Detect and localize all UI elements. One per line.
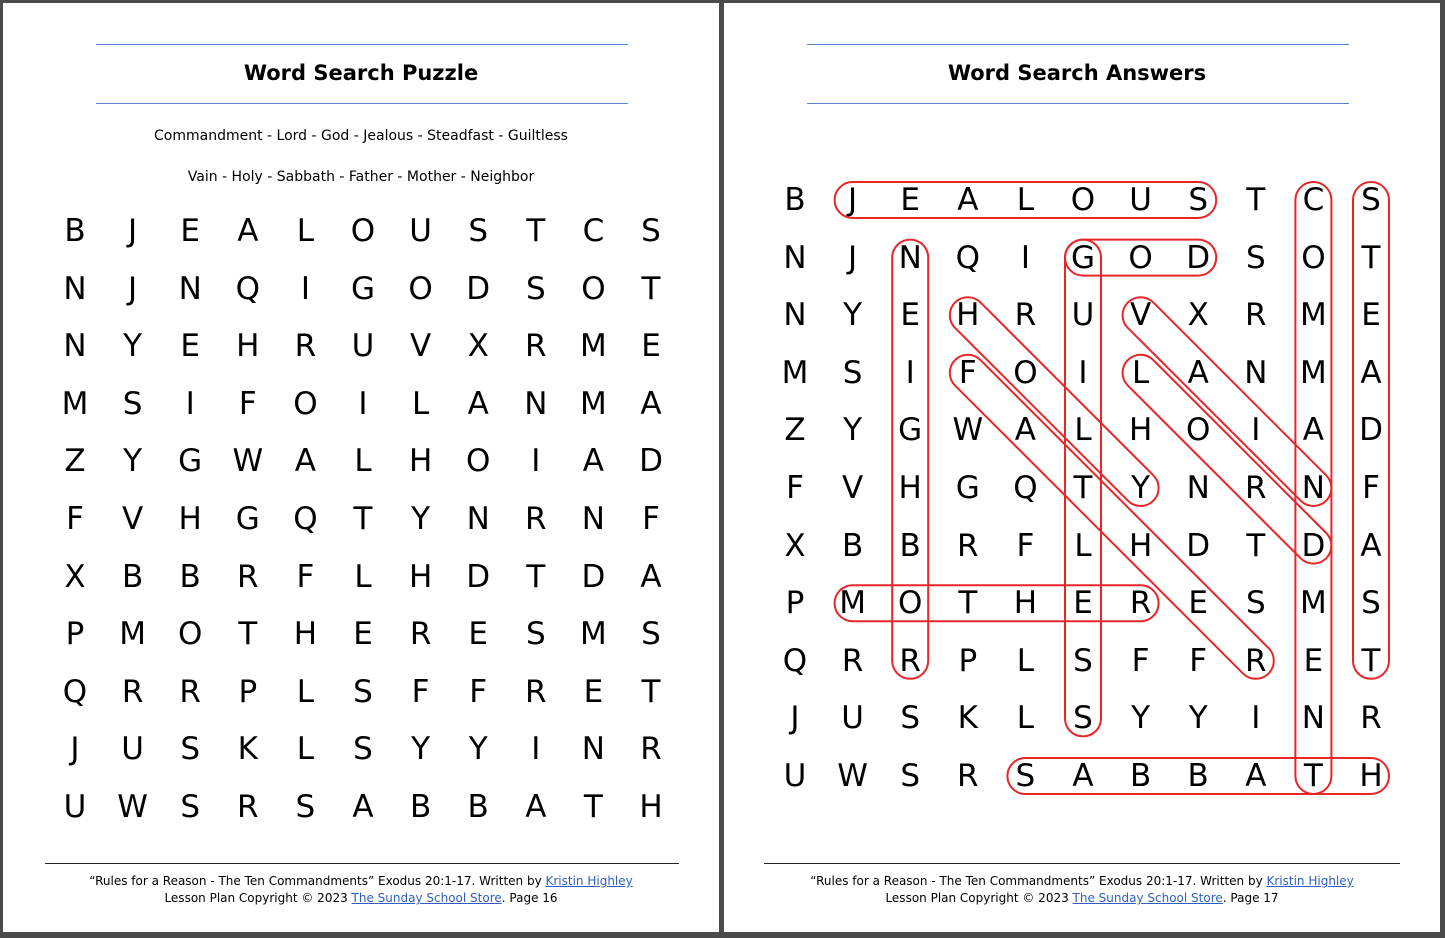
- answer-letter: E: [1073, 585, 1093, 622]
- answer-letter: D: [1186, 527, 1211, 564]
- puzzle-letter: I: [531, 443, 541, 480]
- puzzle-letter: C: [582, 213, 605, 249]
- puzzle-letter: A: [294, 443, 316, 480]
- puzzle-letter: T: [583, 789, 603, 825]
- puzzle-letter: N: [63, 270, 87, 307]
- puzzle-letter: Y: [123, 328, 143, 365]
- answer-letter: Q: [782, 642, 808, 679]
- puzzle-letter: A: [525, 789, 547, 825]
- answer-letter: J: [790, 700, 800, 737]
- puzzle-letter: G: [350, 270, 376, 307]
- puzzle-letter: O: [465, 443, 491, 480]
- puzzle-letter: N: [581, 731, 605, 768]
- answer-letter: G: [898, 412, 923, 449]
- answer-letter: M: [1300, 297, 1327, 334]
- answer-letter: L: [1016, 182, 1035, 218]
- puzzle-letter: F: [642, 501, 660, 537]
- puzzle-letter: M: [580, 616, 607, 653]
- answer-letter: Y: [1131, 470, 1151, 506]
- puzzle-letter: S: [122, 385, 143, 422]
- puzzle-letter: M: [580, 385, 607, 422]
- puzzle-letter: I: [300, 270, 310, 307]
- answer-letter: O: [1301, 239, 1326, 276]
- puzzle-letter: S: [180, 731, 201, 768]
- answer-letter: B: [784, 182, 806, 218]
- puzzle-letter: T: [526, 558, 546, 595]
- puzzle-letter: X: [64, 558, 86, 595]
- answer-letter: E: [1303, 642, 1324, 679]
- answer-letter: B: [899, 527, 921, 564]
- puzzle-letter: J: [70, 731, 80, 768]
- title-rule-bottom: [807, 103, 1349, 104]
- puzzle-letter: N: [178, 270, 202, 307]
- answer-letter: V: [1129, 297, 1152, 334]
- answer-letter: B: [1129, 758, 1152, 794]
- puzzle-letter: L: [354, 443, 372, 480]
- puzzle-letter: S: [641, 616, 661, 653]
- puzzle-letter: T: [641, 673, 661, 710]
- puzzle-letter: D: [639, 443, 663, 480]
- answer-letter: P: [785, 585, 805, 622]
- puzzle-letter: D: [466, 270, 491, 307]
- answer-letter: Q: [955, 239, 980, 276]
- puzzle-letter: O: [581, 270, 606, 307]
- answer-letter: F: [1016, 527, 1035, 564]
- answer-letter: Z: [784, 412, 806, 449]
- answer-letter: S: [1245, 239, 1266, 276]
- puzzle-letter: U: [351, 328, 375, 365]
- puzzle-letter: R: [237, 789, 259, 825]
- puzzle-letter: Q: [62, 673, 88, 710]
- puzzle-letter: Q: [235, 270, 260, 307]
- puzzle-letter: U: [63, 789, 87, 825]
- answer-highlight-father: [942, 347, 1281, 686]
- puzzle-letter: S: [353, 673, 373, 710]
- answer-letter: L: [1016, 700, 1035, 737]
- puzzle-letter: Y: [411, 731, 431, 768]
- page-title: Word Search Answers: [947, 61, 1207, 85]
- answer-letter: G: [955, 470, 980, 506]
- answer-letter: T: [1246, 527, 1266, 564]
- answer-letter: K: [957, 700, 978, 737]
- puzzle-letter: O: [350, 213, 376, 249]
- footer-rule: [764, 863, 1400, 864]
- answer-letter: E: [1361, 297, 1381, 334]
- answer-letter: L: [1074, 527, 1092, 564]
- puzzle-letter: M: [580, 328, 607, 365]
- answer-letter: I: [1251, 700, 1261, 737]
- answer-letter: M: [1300, 354, 1327, 391]
- store-link[interactable]: The Sunday School Store: [1072, 891, 1223, 905]
- answer-letter: E: [900, 182, 920, 218]
- answer-letter: H: [956, 297, 980, 334]
- puzzle-letter: A: [640, 558, 662, 595]
- answer-letter: D: [1359, 412, 1383, 449]
- answer-letter: I: [905, 354, 915, 391]
- answer-letter: S: [900, 700, 921, 737]
- answer-letter: H: [1128, 412, 1153, 449]
- puzzle-letter: E: [180, 213, 200, 249]
- answer-letter: X: [1187, 297, 1209, 334]
- puzzle-letter: N: [63, 328, 87, 365]
- puzzle-letter: I: [358, 385, 368, 422]
- answer-letter: F: [958, 354, 977, 391]
- puzzle-letter: M: [119, 616, 146, 653]
- puzzle-letter: H: [408, 558, 433, 595]
- answer-letter: I: [1251, 412, 1261, 449]
- word-list-line-2: Vain - Holy - Sabbath - Father - Mother - Neighbor: [187, 169, 535, 185]
- puzzle-letter: O: [293, 385, 318, 422]
- puzzle-letter: V: [121, 501, 144, 537]
- answer-letter: C: [1302, 182, 1325, 218]
- puzzle-letter: G: [178, 443, 203, 480]
- answer-letter: A: [1072, 758, 1094, 794]
- puzzle-letter: K: [237, 731, 258, 768]
- answers-page: [724, 3, 1440, 932]
- answer-letter: R: [841, 642, 864, 679]
- answer-letter: I: [1020, 239, 1030, 276]
- puzzle-letter: R: [294, 328, 317, 365]
- answer-letter: R: [1129, 585, 1152, 622]
- puzzle-letter: B: [121, 558, 144, 595]
- answer-letter: F: [1362, 470, 1380, 506]
- answer-letter: H: [898, 470, 922, 506]
- puzzle-letter: O: [408, 270, 433, 307]
- page-title: Word Search Puzzle: [243, 61, 479, 85]
- title-rule-top: [807, 44, 1349, 45]
- answer-letter: U: [1129, 182, 1152, 218]
- puzzle-letter: D: [466, 558, 491, 595]
- puzzle-letter: T: [238, 616, 258, 653]
- puzzle-letter: N: [581, 501, 605, 537]
- answer-letter: W: [952, 412, 984, 449]
- puzzle-letter: A: [237, 213, 259, 249]
- puzzle-letter: F: [296, 558, 315, 595]
- answer-letter: N: [1301, 470, 1325, 506]
- puzzle-letter: B: [64, 213, 86, 249]
- answer-letter: T: [958, 585, 978, 622]
- puzzle-letter: V: [409, 328, 432, 365]
- answer-letter: R: [899, 642, 921, 679]
- puzzle-letter: I: [185, 385, 195, 422]
- answer-letter: S: [1188, 182, 1209, 218]
- answer-letter: R: [1014, 297, 1037, 334]
- answer-letter: E: [1188, 585, 1208, 622]
- puzzle-letter: A: [640, 385, 662, 422]
- puzzle-letter: Q: [293, 501, 318, 537]
- puzzle-letter: W: [117, 789, 148, 825]
- answer-letter: X: [784, 527, 806, 564]
- puzzle-letter: W: [232, 443, 264, 480]
- answer-letter: B: [1187, 758, 1209, 794]
- puzzle-letter: F: [469, 673, 488, 710]
- answer-letter: T: [1246, 182, 1266, 218]
- answer-letter: G: [1070, 239, 1096, 276]
- answer-letter: A: [1360, 354, 1382, 391]
- puzzle-letter: L: [296, 731, 315, 768]
- answer-letter: N: [898, 239, 922, 276]
- answer-letter: M: [781, 354, 809, 391]
- answer-letter: O: [1128, 239, 1153, 276]
- answer-letter: A: [1187, 354, 1209, 391]
- answer-letter: B: [841, 527, 864, 564]
- author-link[interactable]: Kristin Highley: [545, 874, 633, 888]
- footer: [3, 873, 719, 907]
- answer-letter: O: [1070, 182, 1096, 218]
- answer-letter: T: [1361, 642, 1381, 679]
- puzzle-letter: R: [179, 673, 201, 710]
- puzzle-letter: Y: [468, 731, 488, 768]
- puzzle-letter: U: [409, 213, 432, 249]
- puzzle-letter: S: [525, 270, 546, 307]
- puzzle-letter: O: [177, 616, 203, 653]
- store-link[interactable]: The Sunday School Store: [351, 891, 502, 905]
- puzzle-letter: J: [128, 270, 138, 307]
- footer-page-number: . Page 16: [501, 891, 558, 905]
- puzzle-letter: F: [66, 501, 84, 537]
- word-list-line-1: Commandment - Lord - God - Jealous - Steadfast - Guiltless: [154, 128, 568, 144]
- puzzle-letter: F: [411, 673, 430, 710]
- answer-letter: Y: [843, 412, 863, 449]
- puzzle-letter: H: [639, 789, 663, 825]
- answer-letter: Q: [1013, 470, 1038, 506]
- answer-letter: L: [1074, 412, 1092, 449]
- puzzle-letter: S: [353, 731, 373, 768]
- puzzle-letter: B: [467, 789, 489, 825]
- puzzle-letter: B: [409, 789, 432, 825]
- answer-letter: N: [783, 297, 807, 334]
- answer-letter: A: [1302, 412, 1324, 449]
- footer-citation: “Rules for a Reason - The Ten Commandments” Exodus 20:1-17. Written by: [89, 874, 546, 888]
- puzzle-letter: T: [526, 213, 546, 249]
- answer-letter: S: [900, 758, 921, 794]
- answer-letter: V: [841, 470, 864, 506]
- answer-letter: O: [1185, 412, 1211, 449]
- puzzle-letter: L: [411, 385, 430, 422]
- title-rule-top: [96, 44, 628, 45]
- answer-letter: N: [1301, 700, 1325, 737]
- puzzle-letter: A: [467, 385, 489, 422]
- answer-letter: S: [1073, 642, 1093, 679]
- puzzle-letter: S: [641, 213, 661, 249]
- puzzle-letter: H: [236, 328, 260, 365]
- answer-letter: S: [1361, 585, 1381, 622]
- answer-letter: S: [842, 354, 863, 391]
- footer-citation: “Rules for a Reason - The Ten Commandments” Exodus 20:1-17. Written by: [810, 874, 1267, 888]
- author-link[interactable]: Kristin Highley: [1266, 874, 1354, 888]
- answer-letter: A: [1014, 412, 1036, 449]
- answer-letter: T: [1303, 758, 1323, 794]
- answer-letter: F: [1189, 642, 1208, 679]
- answer-letter: J: [848, 182, 858, 218]
- answer-letter: R: [957, 758, 979, 794]
- answer-letter: D: [1301, 527, 1326, 564]
- answer-letter: F: [1131, 642, 1150, 679]
- puzzle-letter: L: [296, 673, 315, 710]
- answer-letter: Y: [1188, 700, 1208, 737]
- footer-rule: [45, 863, 679, 864]
- answer-letter: Y: [843, 297, 863, 334]
- puzzle-letter: N: [524, 385, 548, 422]
- answer-letter: N: [1186, 470, 1210, 506]
- puzzle-letter: H: [178, 501, 202, 537]
- puzzle-letter: T: [641, 270, 661, 307]
- answer-letter: R: [1245, 470, 1267, 506]
- puzzle-letter: E: [353, 616, 373, 653]
- puzzle-letter: I: [531, 731, 541, 768]
- answer-letter: O: [897, 585, 923, 622]
- puzzle-letter: S: [180, 789, 201, 825]
- answer-letter: L: [1131, 354, 1150, 391]
- answer-letter: D: [1186, 239, 1211, 276]
- answer-letter: R: [1245, 297, 1267, 334]
- footer: [724, 873, 1440, 907]
- answer-letter: H: [1013, 585, 1038, 622]
- answer-letter: M: [839, 585, 866, 622]
- answer-letter: W: [837, 758, 868, 794]
- answer-letter: T: [1361, 239, 1381, 276]
- answer-highlight-mother: [835, 585, 1159, 621]
- answer-letter: Y: [1131, 700, 1151, 737]
- answer-letter: H: [1359, 758, 1383, 794]
- answer-letter: N: [1244, 354, 1268, 391]
- puzzle-letter: Y: [411, 501, 431, 537]
- puzzle-letter: T: [353, 501, 373, 537]
- puzzle-letter: A: [582, 443, 604, 480]
- puzzle-letter: Y: [123, 443, 143, 480]
- answer-letter: A: [957, 182, 979, 218]
- answer-letter: E: [900, 297, 920, 334]
- footer-page-number: . Page 17: [1222, 891, 1279, 905]
- answer-letter: N: [783, 239, 807, 276]
- answer-letter: S: [1245, 585, 1266, 622]
- answer-letter: R: [957, 527, 979, 564]
- puzzle-letter: R: [525, 328, 547, 365]
- puzzle-letter: G: [235, 501, 260, 537]
- title-rule-bottom: [96, 103, 628, 104]
- answer-letter: P: [958, 642, 978, 679]
- puzzle-letter: B: [179, 558, 201, 595]
- puzzle-letter: M: [61, 385, 89, 422]
- puzzle-letter: R: [640, 731, 662, 768]
- puzzle-letter: E: [583, 673, 604, 710]
- puzzle-letter: H: [408, 443, 433, 480]
- puzzle-letter: A: [352, 789, 374, 825]
- answer-letter: O: [1013, 354, 1038, 391]
- puzzle-letter: P: [65, 616, 85, 653]
- puzzle-letter: S: [295, 789, 316, 825]
- answer-letter: L: [1016, 642, 1035, 679]
- answer-letter: U: [841, 700, 864, 737]
- puzzle-letter: E: [468, 616, 488, 653]
- answer-letter: U: [783, 758, 807, 794]
- puzzle-letter: P: [238, 673, 258, 710]
- answer-letter: S: [1015, 758, 1036, 794]
- answer-letter: J: [848, 239, 858, 276]
- puzzle-letter: R: [121, 673, 144, 710]
- puzzle-letter: R: [409, 616, 432, 653]
- answer-letter: I: [1078, 354, 1088, 391]
- answer-letter: H: [1128, 527, 1153, 564]
- puzzle-letter: E: [180, 328, 200, 365]
- answer-letter: T: [1073, 470, 1093, 506]
- puzzle-letter: Z: [64, 443, 86, 480]
- answer-letter: S: [1073, 700, 1093, 737]
- puzzle-letter: L: [296, 213, 315, 249]
- answer-letter: S: [1361, 182, 1381, 218]
- puzzle-letter: E: [641, 328, 661, 365]
- puzzle-letter: R: [525, 673, 547, 710]
- puzzle-letter: L: [354, 558, 372, 595]
- puzzle-letter: D: [581, 558, 606, 595]
- footer-copyright: Lesson Plan Copyright © 2023: [164, 891, 352, 905]
- answer-letter: R: [1360, 700, 1382, 737]
- answer-letter: U: [1071, 297, 1095, 334]
- puzzle-letter: U: [121, 731, 144, 768]
- answer-letter: A: [1245, 758, 1267, 794]
- answer-letter: A: [1360, 527, 1382, 564]
- puzzle-letter: J: [128, 213, 138, 249]
- puzzle-letter: R: [237, 558, 259, 595]
- answer-letter: M: [1300, 585, 1327, 622]
- answer-letter: F: [786, 470, 804, 506]
- puzzle-letter: H: [293, 616, 318, 653]
- puzzle-letter: S: [468, 213, 489, 249]
- footer-copyright: Lesson Plan Copyright © 2023: [885, 891, 1073, 905]
- puzzle-letter: R: [525, 501, 547, 537]
- puzzle-letter: N: [466, 501, 490, 537]
- puzzle-letter: F: [238, 385, 257, 422]
- puzzle-letter: X: [467, 328, 489, 365]
- answer-letter: R: [1245, 642, 1267, 679]
- puzzle-page: [3, 3, 719, 932]
- puzzle-letter: S: [525, 616, 546, 653]
